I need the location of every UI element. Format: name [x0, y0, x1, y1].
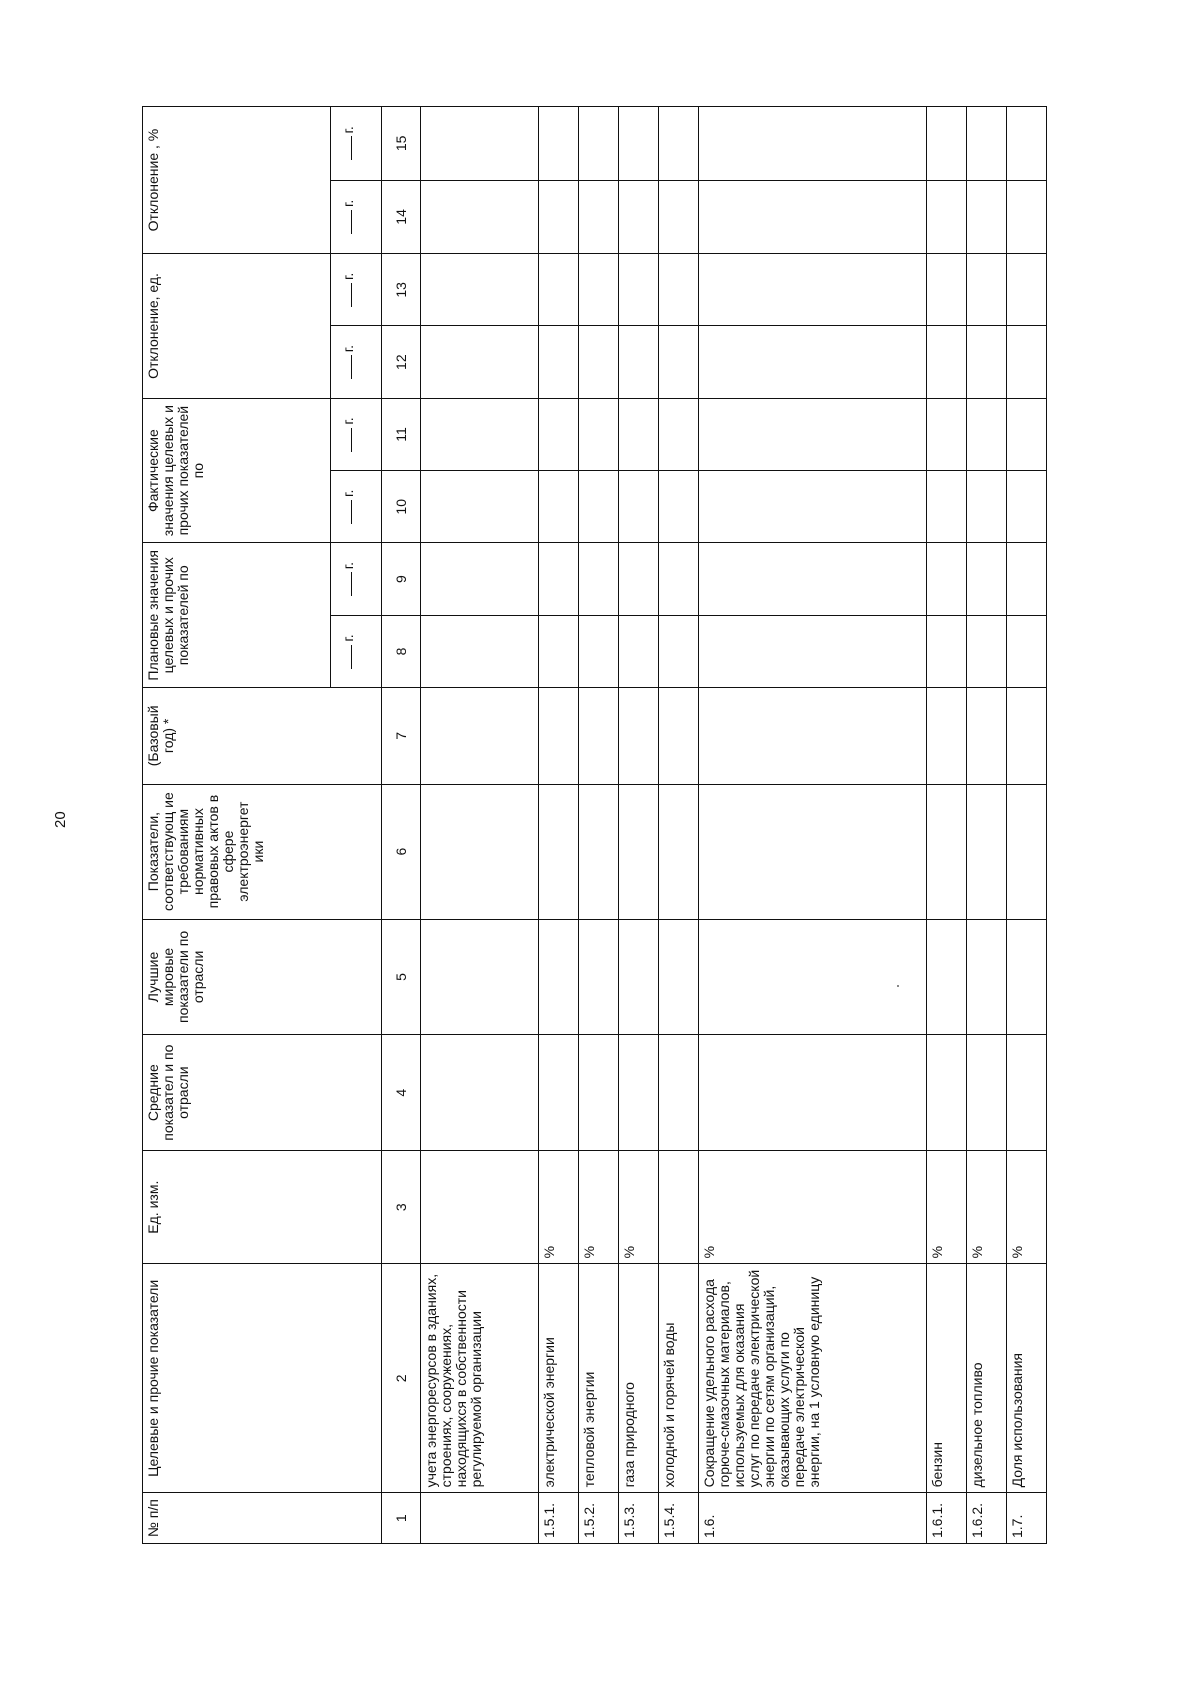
cell-empty [659, 919, 699, 1035]
cell-unit: % [579, 1151, 619, 1264]
cell-empty [539, 919, 579, 1035]
cell-empty [659, 615, 699, 687]
cell-empty [421, 688, 539, 784]
cell-empty [927, 471, 967, 543]
cell-empty [1007, 398, 1047, 470]
column-number: 9 [382, 543, 421, 615]
header-fact: Фактические значения целевых и прочих показателей по [143, 398, 331, 543]
scan-speck [897, 985, 899, 987]
year-blank [351, 210, 352, 234]
year-suffix: г. [340, 126, 356, 134]
cell-empty [967, 688, 1007, 784]
cell-empty [1007, 919, 1047, 1035]
cell-empty [619, 180, 659, 254]
cell-name: учета энергоресурсов в зданиях, строениях, сооружениях, находящихся в собственности регулируемой организации [421, 1264, 539, 1493]
cell-empty [967, 471, 1007, 543]
cell-empty [967, 254, 1007, 326]
year-cell [331, 107, 382, 181]
cell-empty [699, 326, 927, 398]
cell-unit: % [619, 1151, 659, 1264]
cell-empty [539, 107, 579, 181]
year-blank [351, 355, 352, 379]
table-row [579, 107, 619, 1544]
header-indicators: Целевые и прочие показатели [143, 1264, 382, 1493]
cell-name: газа природного [619, 1264, 659, 1493]
cell-empty [699, 471, 927, 543]
cell-empty [619, 688, 659, 784]
cell-empty [967, 615, 1007, 687]
cell-empty [421, 1035, 539, 1151]
column-number: 6 [382, 784, 421, 919]
cell-empty [539, 615, 579, 687]
cell-empty [579, 919, 619, 1035]
cell-empty [539, 254, 579, 326]
year-suffix: г. [340, 489, 356, 497]
cell-empty [699, 1035, 927, 1151]
table-row [967, 107, 1007, 1544]
cell-empty [659, 326, 699, 398]
year-blank [351, 572, 352, 596]
cell-empty [579, 688, 619, 784]
cell-empty [967, 107, 1007, 181]
cell-empty [967, 326, 1007, 398]
cell-name: Доля использования [1007, 1264, 1047, 1493]
table-row [619, 107, 659, 1544]
cell-empty [927, 615, 967, 687]
cell-empty [659, 543, 699, 615]
cell-unit: % [927, 1151, 967, 1264]
year-suffix: г. [340, 272, 356, 280]
cell-empty [659, 398, 699, 470]
cell-empty [579, 471, 619, 543]
cell-empty [659, 688, 699, 784]
cell-empty [421, 543, 539, 615]
header-unit: Ед. изм. [143, 1151, 382, 1264]
cell-unit: % [1007, 1151, 1047, 1264]
cell-empty [619, 254, 659, 326]
cell-empty [619, 1035, 659, 1151]
cell-unit: % [967, 1151, 1007, 1264]
cell-empty [659, 254, 699, 326]
column-number: 15 [382, 107, 421, 181]
table-row [699, 107, 927, 1544]
header-deviation-units: Отклонение, ед. [143, 254, 331, 399]
cell-empty [927, 1035, 967, 1151]
header-normative: Показатели, соответствующ ие требованиям нормативных правовых актов в сфере электроэнергет ики [143, 784, 382, 919]
cell-empty [539, 1035, 579, 1151]
cell-empty [1007, 688, 1047, 784]
cell-empty [579, 254, 619, 326]
cell-no: 1.5.2. [579, 1493, 619, 1544]
year-cell [331, 180, 382, 254]
cell-empty [699, 543, 927, 615]
cell-empty [1007, 254, 1047, 326]
indicators-table [142, 106, 1047, 1544]
column-number: 2 [382, 1264, 421, 1493]
cell-empty [619, 398, 659, 470]
cell-empty [619, 919, 659, 1035]
column-number: 3 [382, 1151, 421, 1264]
cell-empty [699, 254, 927, 326]
column-number: 8 [382, 615, 421, 687]
cell-unit: % [539, 1151, 579, 1264]
column-number: 14 [382, 180, 421, 254]
year-blank [351, 136, 352, 160]
year-suffix: г. [340, 634, 356, 642]
header-best: Лучшие мировые показатели по отрасли [143, 919, 382, 1035]
column-number: 7 [382, 688, 421, 784]
cell-empty [967, 784, 1007, 919]
cell-name: Сокращение удельного расхода горюче-смазочных материалов, используемых для оказания услуг по передаче электрической энергии по сетям организаций, оказывающих услуги по передаче электрической энергии, на 1 условную единицу [699, 1264, 927, 1493]
cell-unit: % [699, 1151, 927, 1264]
cell-name: тепловой энергии [579, 1264, 619, 1493]
column-number: 4 [382, 1035, 421, 1151]
cell-empty [539, 784, 579, 919]
cell-empty [619, 107, 659, 181]
cell-empty [579, 398, 619, 470]
cell-empty [421, 254, 539, 326]
cell-no [421, 1493, 539, 1544]
cell-empty [927, 688, 967, 784]
cell-name: бензин [927, 1264, 967, 1493]
cell-empty [927, 919, 967, 1035]
cell-name: холодной и горячей воды [659, 1264, 699, 1493]
cell-unit [659, 1151, 699, 1264]
cell-empty [659, 180, 699, 254]
cell-empty [579, 1035, 619, 1151]
cell-empty [927, 180, 967, 254]
year-blank [351, 645, 352, 669]
cell-empty [927, 326, 967, 398]
page-number: 20 [52, 811, 69, 828]
cell-empty [421, 784, 539, 919]
header-plan: Плановые значения целевых и прочих показателей по [143, 543, 331, 688]
year-blank [351, 283, 352, 307]
cell-empty [421, 180, 539, 254]
cell-name: электрической энергии [539, 1264, 579, 1493]
cell-empty [1007, 784, 1047, 919]
cell-empty [927, 543, 967, 615]
cell-empty [421, 107, 539, 181]
column-number: 5 [382, 919, 421, 1035]
header-average: Средние показател и по отрасли [143, 1035, 382, 1151]
year-cell [331, 398, 382, 470]
cell-empty [699, 615, 927, 687]
cell-empty [539, 398, 579, 470]
cell-empty [699, 107, 927, 181]
year-suffix: г. [340, 199, 356, 208]
cell-empty [421, 398, 539, 470]
cell-empty [539, 543, 579, 615]
year-blank [351, 428, 352, 452]
year-suffix: г. [340, 417, 356, 425]
cell-empty [539, 180, 579, 254]
header-base-year: (Базовый год) * [143, 688, 382, 784]
cell-empty [699, 688, 927, 784]
column-number: 13 [382, 254, 421, 326]
cell-no: 1.6.2. [967, 1493, 1007, 1544]
cell-empty [1007, 543, 1047, 615]
table-row [421, 107, 539, 1544]
cell-no: 1.5.4. [659, 1493, 699, 1544]
cell-empty [927, 107, 967, 181]
cell-empty [1007, 326, 1047, 398]
cell-empty [421, 471, 539, 543]
cell-empty [579, 180, 619, 254]
cell-empty [927, 398, 967, 470]
year-cell [331, 254, 382, 326]
year-cell [331, 326, 382, 398]
cell-empty [659, 471, 699, 543]
cell-empty [1007, 471, 1047, 543]
cell-empty [967, 1035, 1007, 1151]
cell-empty [967, 543, 1007, 615]
cell-empty [579, 107, 619, 181]
cell-empty [967, 180, 1007, 254]
column-number: 10 [382, 471, 421, 543]
cell-empty [539, 471, 579, 543]
year-blank [351, 500, 352, 524]
cell-no: 1.6. [699, 1493, 927, 1544]
cell-empty [619, 471, 659, 543]
cell-empty [619, 543, 659, 615]
cell-empty [699, 398, 927, 470]
cell-empty [539, 326, 579, 398]
year-suffix: г. [340, 561, 356, 570]
cell-empty [927, 254, 967, 326]
column-number: 12 [382, 326, 421, 398]
year-suffix: г. [340, 345, 356, 353]
year-cell [331, 471, 382, 543]
header-deviation-percent: Отклонение , % [143, 107, 331, 254]
cell-empty [421, 919, 539, 1035]
cell-empty [967, 919, 1007, 1035]
cell-empty [619, 615, 659, 687]
cell-empty [539, 688, 579, 784]
cell-empty [421, 615, 539, 687]
cell-no: 1.7. [1007, 1493, 1047, 1544]
cell-empty [1007, 615, 1047, 687]
cell-empty [1007, 1035, 1047, 1151]
year-cell [331, 543, 382, 615]
cell-empty [619, 784, 659, 919]
table-row [539, 107, 579, 1544]
rotated-table-page [142, 106, 1082, 1544]
cell-empty [421, 326, 539, 398]
cell-empty [659, 1035, 699, 1151]
cell-empty [659, 784, 699, 919]
cell-empty [579, 784, 619, 919]
cell-empty [579, 615, 619, 687]
column-number: 11 [382, 398, 421, 470]
column-number: 1 [382, 1493, 421, 1544]
cell-empty [699, 180, 927, 254]
table-row [1007, 107, 1047, 1544]
cell-empty [967, 398, 1007, 470]
header-no: № п/п [143, 1493, 382, 1544]
cell-no: 1.5.3. [619, 1493, 659, 1544]
table-row [927, 107, 967, 1544]
year-cell [331, 615, 382, 687]
cell-empty [699, 919, 927, 1035]
cell-no: 1.5.1. [539, 1493, 579, 1544]
cell-empty [1007, 180, 1047, 254]
cell-name: дизельное топливо [967, 1264, 1007, 1493]
cell-empty [659, 107, 699, 181]
cell-empty [699, 784, 927, 919]
cell-no: 1.6.1. [927, 1493, 967, 1544]
cell-empty [1007, 107, 1047, 181]
cell-empty [579, 326, 619, 398]
cell-unit [421, 1151, 539, 1264]
table-row [659, 107, 699, 1544]
cell-empty [619, 326, 659, 398]
cell-empty [579, 543, 619, 615]
cell-empty [927, 784, 967, 919]
